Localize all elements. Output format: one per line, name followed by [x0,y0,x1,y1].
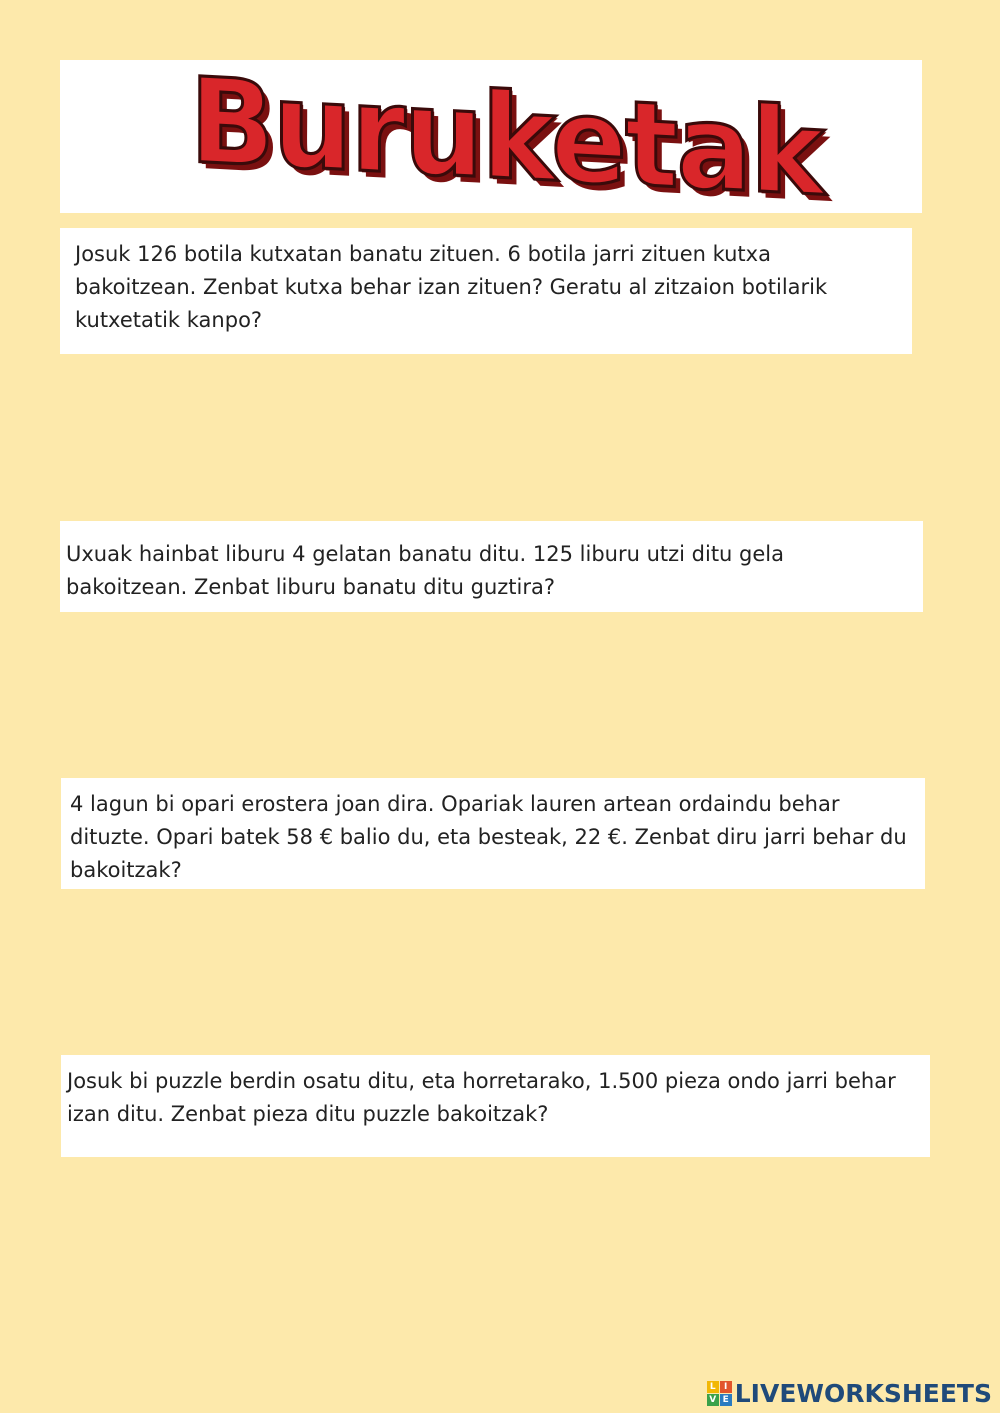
liveworksheets-brand: LIVEWORKSHEETS [734,1379,992,1408]
title-banner [60,52,922,223]
logo-letter-e: E [720,1394,732,1406]
liveworksheets-icon [707,1381,732,1406]
logo-letter-v: V [707,1394,719,1406]
page-title: Buruketak [189,52,823,223]
problem-box-4: Josuk bi puzzle berdin osatu ditu, eta horretarako, 1.500 pieza ondo jarri behar izan ditu. Zenbat pieza ditu puzzle bakoitzak? [61,1055,930,1157]
logo-letter-i: I [720,1381,732,1393]
problem-box-2: Uxuak hainbat liburu 4 gelatan banatu ditu. 125 liburu utzi ditu gela bakoitzean. Zenbat liburu banatu ditu guztira? [60,521,923,612]
liveworksheets-logo[interactable] [707,1379,992,1408]
problem-box-1: Josuk 126 botila kutxatan banatu zituen. 6 botila jarri zituen kutxa bakoitzean. Zenbat kutxa behar izan zituen? Geratu al zitzaion botilarik kutxetatik kanpo? [60,228,912,354]
problem-box-3: 4 lagun bi opari erostera joan dira. Opariak lauren artean ordaindu behar dituzte. Opari batek 58 € balio du, eta besteak, 22 €. Zenbat diru jarri behar du bakoitzak? [61,778,925,889]
logo-letter-l: L [707,1381,719,1393]
